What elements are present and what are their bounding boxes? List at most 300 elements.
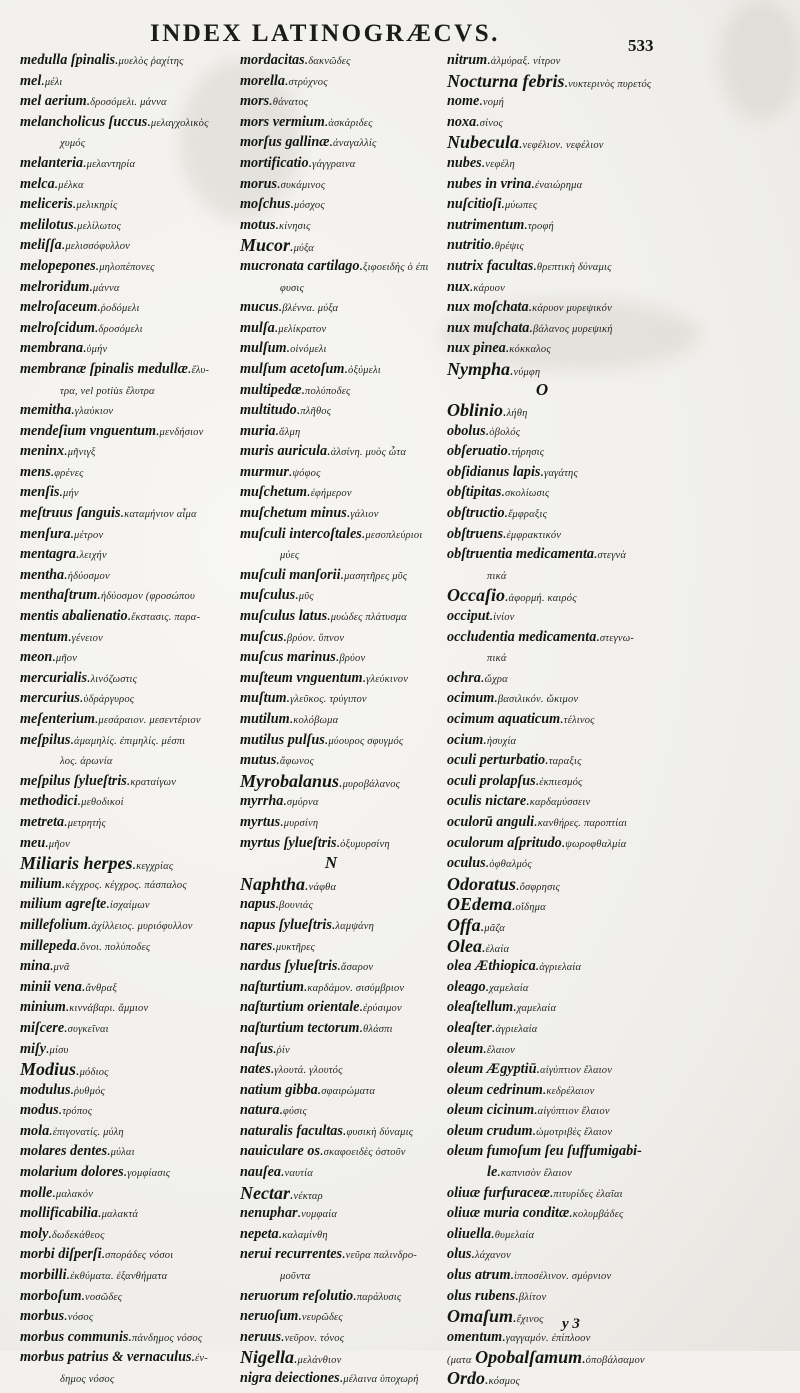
greek-term: ἀγριελαία: [495, 1023, 538, 1035]
greek-term: κίνησις: [279, 220, 311, 232]
latin-term: Naphtha: [240, 873, 306, 894]
greek-term: μελικηρίς: [76, 200, 118, 212]
index-entry: oleum cedrinum.κεδρέλαιον: [447, 1081, 595, 1098]
index-entry: melancholicus ſuccus.μελαγχολικὸς: [20, 113, 209, 130]
index-entry: oculorū anguli.κανθήρες. παροπτίαι: [447, 813, 628, 830]
greek-term: ὀξυμυρσίνη: [340, 838, 390, 850]
latin-term: metreta: [20, 813, 65, 830]
greek-term: νομή: [482, 97, 505, 109]
greek-term: λος. ἀρωνία: [60, 756, 113, 768]
greek-term: τρόπος: [62, 1106, 93, 1118]
index-entry: nux moſchata.κάρυον μυρεψικόν: [447, 299, 612, 316]
greek-term: ἀφορμή. καιρός: [508, 593, 577, 605]
greek-term: μελαγχολικὸς: [150, 117, 209, 129]
latin-term: meſenterium: [20, 711, 95, 727]
index-entry: morbus communis.πάνδημος νόσος: [20, 1328, 203, 1345]
latin-term: modus: [20, 1102, 59, 1119]
latin-term: nares: [240, 937, 273, 954]
greek-term: μόδιος: [79, 1067, 109, 1079]
greek-term: παράλυσις: [356, 1291, 402, 1303]
latin-term: obolus: [447, 422, 486, 439]
latin-term: mutus: [240, 752, 277, 769]
index-entry: methodici.μεθοδικοί: [20, 793, 124, 810]
greek-term: κανθήρες. παροπτίαι: [537, 817, 628, 829]
greek-term: τρα, vel potiùs ἔλυτρα: [60, 385, 155, 397]
latin-term: Olea: [447, 935, 482, 956]
greek-term: μόσχος: [294, 200, 325, 212]
index-entry: meſenterium.μεσάραιον. μεσεντέριον: [20, 711, 201, 727]
greek-term: γλαύκιον: [74, 406, 114, 418]
index-entry: Odoratus.ὄσφρησις: [447, 873, 561, 894]
latin-term: morbus patrius & vernaculus: [20, 1349, 192, 1366]
latin-term: muris auricula: [240, 443, 328, 460]
latin-term: melancholicus ſuccus: [20, 113, 148, 130]
index-entry: molares dentes.μύλαι: [20, 1143, 135, 1160]
greek-term: βρύον. ὕπνον: [286, 632, 345, 644]
index-entry: mutus.ἄφωνος: [240, 752, 314, 769]
index-entry: moly.δωδεκάθεος: [20, 1225, 105, 1242]
greek-term: τέλινος: [563, 715, 595, 726]
greek-term: ἀχίλλειος. μυριόφυλλον: [91, 920, 193, 932]
latin-term: multipedæ: [240, 381, 302, 398]
latin-term: Ordo: [447, 1368, 486, 1388]
greek-term: κολόβωμα: [293, 715, 339, 726]
greek-term: μίσυ: [49, 1044, 69, 1056]
latin-term: oculorū anguli: [447, 813, 535, 830]
latin-term: naſturtium: [240, 978, 304, 995]
index-entry: oleum Ægyptiū.αἰγύπτιον ἔλαιον: [447, 1061, 613, 1078]
latin-term: mors vermium: [240, 113, 325, 130]
index-entry: olea Æthiopica.ἀγριελαία: [447, 958, 582, 975]
index-entry: le.καπνισὸν ἔλαιον: [487, 1164, 572, 1181]
index-entry: myrtus ſylueſtris.ὀξυμυρσίνη: [240, 834, 390, 851]
greek-term: καταμήνιον αἷμα: [124, 509, 197, 521]
greek-term: σποράδες νόσοι: [105, 1250, 174, 1262]
greek-term: συγκεῖναι: [67, 1023, 109, 1035]
greek-term: μυελὸς ῥαχίτης: [118, 56, 184, 67]
latin-term: Nectar: [240, 1182, 290, 1203]
latin-term: Omaſum: [447, 1306, 514, 1327]
latin-term: occludentia medicamenta: [447, 628, 597, 645]
latin-term: olus atrum: [447, 1267, 511, 1284]
latin-term: nauiculare os: [240, 1143, 321, 1160]
index-entry: ocimum.βασιλικόν. ὤκιμον: [447, 690, 579, 707]
index-entry: Occaſio.ἀφορμή. καιρός: [447, 585, 577, 606]
index-entry: morboſum.νοσῶδες: [20, 1287, 123, 1304]
greek-term: ναυτία: [284, 1168, 313, 1180]
latin-term: modulus: [20, 1081, 71, 1098]
latin-term: memitha: [20, 402, 72, 419]
index-entry: mel.μέλι: [20, 72, 63, 89]
latin-term: meu: [20, 834, 46, 851]
index-entry: oleum crudum.ὠμοτριβὲς ἔλαιον: [447, 1122, 613, 1139]
section-letter: [240, 853, 452, 874]
index-entry: oliuæ furfuraceæ.πιτυρίδες ἐλαῖαι: [447, 1184, 623, 1201]
index-entry: menſis.μήν: [20, 484, 79, 501]
greek-term: ψωροφθαλμία: [565, 838, 627, 850]
latin-term: noxa: [447, 113, 477, 130]
greek-term: ἐναιώρημα: [534, 179, 583, 191]
index-entry: noxa.σίνος: [447, 113, 503, 130]
latin-term: muſculi intercoſtales: [240, 525, 362, 542]
index-entry: myrrha.σμύρνα: [240, 793, 319, 810]
latin-term: oleum cedrinum: [447, 1081, 543, 1098]
latin-term: mutilum: [240, 711, 290, 727]
latin-term: melroſaceum: [20, 299, 98, 316]
greek-term: γλουτά. γλουτός: [274, 1065, 343, 1077]
latin-term: muria: [240, 422, 276, 439]
latin-term: neruus: [240, 1328, 282, 1345]
latin-term: mordacitas: [240, 52, 305, 68]
latin-term: minii vena: [20, 978, 82, 995]
index-entry: nutrimentum.τροφή: [447, 216, 554, 233]
greek-term: μασητῆρες μῦς: [344, 570, 408, 582]
latin-term: Opobalſamum: [475, 1347, 583, 1368]
index-entry: Myrobalanus.μυροβάλανος: [240, 770, 401, 791]
latin-term: melilotus: [20, 216, 74, 233]
latin-term: nepeta: [240, 1225, 279, 1242]
index-entry: Naphtha.νάφθα: [240, 873, 337, 894]
greek-term: βλέννα. μύξα: [282, 303, 339, 315]
greek-term: πλῆθος: [300, 406, 332, 418]
greek-term: κόκκαλος: [509, 344, 551, 356]
latin-term: methodici: [20, 793, 78, 810]
index-entry: OEdema.οἴδημα: [447, 894, 546, 915]
latin-term: ocimum: [447, 690, 495, 707]
greek-term: ἐπιγονατίς. μύλη: [52, 1126, 124, 1138]
index-entry: naturalis facultas.φυσικὴ δύναμις: [240, 1122, 414, 1139]
greek-term: ἔκστασις. παρα-: [131, 612, 201, 624]
greek-term: σκαφοειδὲς ὀστοῦν: [323, 1147, 406, 1159]
greek-term: καρδαμύσσειν: [529, 797, 591, 809]
latin-term: milium: [20, 875, 62, 892]
latin-term: melroridum: [20, 278, 90, 295]
latin-term: morbus communis: [20, 1328, 129, 1345]
index-entry: neruus.νεῦρον. τόνος: [240, 1328, 345, 1345]
latin-term: oleum Ægyptiū: [447, 1061, 537, 1078]
index-entry: mortificatio.γάγγραινα: [240, 154, 356, 171]
latin-term: muſteum vnguentum: [240, 669, 363, 686]
latin-term: naſus: [240, 1040, 274, 1057]
index-entry: nauſea.ναυτία: [240, 1164, 313, 1181]
latin-term: mulſum acetoſum: [240, 360, 345, 377]
index-column-2: [240, 50, 452, 1389]
latin-term: muſtum: [240, 690, 287, 707]
index-entry: obſtruens.ἐμφρακτικόν: [447, 525, 562, 542]
water-stain: [720, 0, 800, 120]
latin-term: molarium dolores: [20, 1164, 124, 1181]
latin-term: obſidianus lapis: [447, 463, 541, 480]
index-entry: oculus.ὀφθαλμός: [447, 855, 532, 872]
greek-term: ἰνίον: [493, 612, 515, 624]
index-entry: muſculi manſorii.μασητῆρες μῦς: [240, 566, 408, 583]
index-entry: miſy.μίσυ: [20, 1040, 69, 1057]
index-entry: mollificabilia.μαλακτά: [20, 1205, 139, 1222]
greek-term: οἴδημα: [515, 902, 546, 914]
latin-term: membrana: [20, 340, 84, 357]
latin-term: mulſum: [240, 340, 287, 357]
latin-term: mortificatio: [240, 154, 309, 171]
latin-term: Oblinio: [447, 400, 504, 421]
greek-term: σκολίωσις: [504, 488, 550, 500]
latin-term: milium agreſte: [20, 896, 107, 913]
latin-term: napus ſylueſtris: [240, 916, 332, 933]
greek-term: ἱπποσέλινον. σμύρνιον: [514, 1271, 612, 1283]
greek-term: νύμφη: [513, 366, 541, 378]
latin-term: muſculus: [240, 587, 296, 604]
index-entry: obſtruentia medicamenta.στεγνὰ: [447, 546, 627, 563]
index-entry: motus.κίνησις: [240, 216, 311, 233]
latin-term: nux pinea: [447, 340, 506, 357]
index-entry: membranæ ſpinalis medullæ.ἔλυ-: [20, 360, 210, 377]
greek-term: μῆον: [48, 838, 70, 850]
latin-term: ochra: [447, 669, 481, 686]
greek-term: ἀλσίνη. μυὸς ὦτα: [330, 447, 407, 459]
greek-term: δωδεκάθεος: [51, 1229, 105, 1241]
latin-term: mollificabilia: [20, 1205, 99, 1222]
index-entry: muſculus.μῦς: [240, 587, 314, 604]
index-entry: [240, 544, 452, 565]
latin-term: ocium: [447, 731, 484, 748]
index-entry: morbus.νόσος: [20, 1308, 94, 1325]
index-entry: nauiculare os.σκαφοειδὲς ὀστοῦν: [240, 1143, 406, 1160]
index-entry: nutritio.θρέψις: [447, 237, 524, 254]
greek-term: δροσόμελι: [98, 323, 143, 335]
latin-term: myrrha: [240, 793, 284, 810]
index-entry: multipedæ.πολύποδες: [240, 381, 351, 398]
latin-term: nauſea: [240, 1164, 281, 1181]
index-entry: muſchetum.ἐφήμερον: [240, 484, 352, 501]
index-entry: Nocturna febris.νυκτερινὸς πυρετός: [447, 70, 652, 91]
index-entry: mentum.γένειον: [20, 628, 103, 645]
index-entry: millepeda.ὄνοι. πολύποδες: [20, 937, 151, 954]
latin-term: nubes in vrina: [447, 175, 532, 192]
section-letter-text: N: [324, 853, 338, 873]
index-entry: mentagra.λειχήν: [20, 546, 107, 563]
index-entry: mutilus pulſus.μύουρος σφυγμός: [240, 731, 404, 748]
index-entry: mentis abalienatio.ἔκστασις. παρα-: [20, 608, 201, 625]
latin-term: menſis: [20, 484, 60, 501]
greek-term: μελάνθιον: [297, 1355, 342, 1367]
index-entry: nutrix facultas.θρεπτικὴ δύναμις: [447, 257, 612, 274]
section-letter-text: O: [535, 379, 549, 399]
latin-term: obſtruens: [447, 525, 503, 542]
index-entry: nux.κάρυον: [447, 278, 505, 295]
index-entry: omentum.γαγγαμόν. ἐπίπλοον: [447, 1328, 591, 1345]
greek-term: λήθη: [506, 408, 528, 420]
index-entry: meu.μῆον: [20, 834, 70, 851]
index-entry: obſeruatio.τήρησις: [447, 443, 545, 460]
index-entry: morſus gallinæ.ἀναγαλλίς: [240, 134, 377, 151]
greek-term: κάρυον: [473, 282, 505, 294]
index-entry: nepeta.καλαμίνθη: [240, 1225, 328, 1242]
greek-term: θρεπτικὴ δύναμις: [536, 261, 612, 273]
latin-term: olus: [447, 1246, 472, 1263]
greek-term: ῥίν: [276, 1044, 290, 1056]
index-entry: Ordo.κόσμος: [447, 1368, 521, 1388]
index-entry: melanteria.μελαντηρία: [20, 154, 136, 171]
latin-term: oculorum aſpritudo: [447, 834, 562, 851]
greek-term: μεσάραιον. μεσεντέριον: [98, 715, 201, 726]
index-entry: natura.φύσις: [240, 1102, 307, 1119]
latin-term: nenuphar: [240, 1205, 298, 1222]
latin-term: Nigella: [240, 1347, 294, 1368]
index-entry: meſpilus.ἀμαμηλίς. ἐπιμηλίς. μέσπι: [20, 731, 186, 748]
greek-term: πιτυρίδες ἐλαῖαι: [553, 1188, 623, 1200]
greek-term: ῥοδόμελι: [100, 303, 140, 315]
latin-term: moſchus: [240, 196, 291, 213]
greek-term: ὀβολός: [489, 426, 521, 438]
greek-term: γάλιον: [350, 509, 379, 521]
greek-term: ἔλαιον: [486, 1044, 516, 1056]
latin-term: occiput: [447, 608, 490, 625]
latin-term: myrtus: [240, 813, 281, 830]
latin-term: morbi diſperſi: [20, 1246, 102, 1263]
latin-term: oliuella: [447, 1225, 492, 1242]
index-entry: mercurialis.λινόζωστις: [20, 669, 138, 686]
latin-term: oleum: [447, 1040, 484, 1057]
latin-term: nutrimentum: [447, 216, 525, 233]
greek-term: καλαμίνθη: [282, 1229, 328, 1241]
greek-term: φυσις: [280, 282, 304, 294]
greek-term: νυμφαία: [301, 1209, 338, 1221]
latin-term: naturalis facultas: [240, 1122, 343, 1139]
latin-term: membranæ ſpinalis medullæ: [20, 360, 188, 377]
latin-term: nux muſchata: [447, 319, 530, 336]
index-entry: morbi diſperſi.σποράδες νόσοι: [20, 1246, 174, 1263]
latin-term: oleaſtellum: [447, 999, 514, 1016]
index-entry: naſturtium orientale.ἐρύσιμον: [240, 999, 402, 1016]
latin-term: muſchetum: [240, 484, 308, 501]
index-entry: Miliaris herpes.κεγχρίας: [20, 853, 174, 874]
index-entry: muſcus marinus.βρύον: [240, 649, 366, 666]
latin-term: naſturtium orientale: [240, 999, 360, 1016]
greek-term: ἐκπιεσμός: [539, 776, 583, 788]
greek-term: μαλακόν: [55, 1188, 94, 1200]
greek-term: ἰσχαίμων: [109, 900, 150, 912]
greek-term: μενδήσιον: [159, 426, 204, 438]
greek-term: ἅλμη: [279, 426, 301, 438]
latin-term: ocimum aquaticum: [447, 711, 561, 727]
greek-term: ξιφοειδὴς ὁ ἐπι: [362, 261, 429, 273]
index-entry: mutilum.κολόβωμα: [240, 711, 339, 727]
greek-term: κραταίγων: [130, 776, 177, 788]
latin-term: oleum fumoſum ſeu ſuffumigabi-: [447, 1143, 642, 1160]
greek-term: χαμελαία: [489, 982, 529, 994]
index-entry: oleaſtellum.χαμελαία: [447, 999, 557, 1016]
greek-term: μνᾶ: [53, 962, 70, 974]
index-entry: naſturtium tectorum.θλάσπι: [240, 1019, 393, 1036]
index-entry: oleago.χαμελαία: [447, 978, 529, 995]
index-entry: myrtus.μυρσίνη: [240, 813, 319, 830]
latin-term: obſtruentia medicamenta: [447, 546, 594, 563]
greek-term: μελαντηρία: [86, 158, 136, 170]
greek-term: ἐκθύματα. ἐξανθήματα: [70, 1271, 168, 1283]
latin-term: mercurialis: [20, 669, 88, 686]
latin-term: molle: [20, 1184, 53, 1201]
latin-term: Nocturna febris: [447, 70, 565, 91]
latin-term: Miliaris herpes: [20, 853, 133, 874]
greek-term: νοσῶδες: [85, 1291, 123, 1303]
greek-term: μύλαι: [110, 1147, 135, 1159]
greek-term: μηλοπέπονες: [99, 261, 155, 273]
latin-term: mentum: [20, 628, 69, 645]
index-entry: milium.κέγχρος. κέγχρος. πάσπαλος: [20, 875, 187, 892]
latin-term: nome: [447, 93, 480, 110]
greek-term: ὑδράργυρος: [83, 694, 135, 706]
index-entry: muſteum vnguentum.γλεύκινον: [240, 669, 409, 686]
index-entry: neruorum reſolutio.παράλυσις: [240, 1287, 402, 1304]
index-entry: napus ſylueſtris.λαμψάνη: [240, 916, 375, 933]
index-entry: obſtipitas.σκολίωσις: [447, 484, 550, 501]
greek-term: μελίκρατον: [278, 323, 327, 335]
greek-term: μέλι: [44, 76, 63, 88]
greek-term: σμύρνα: [286, 797, 319, 809]
latin-term: oleum crudum: [447, 1122, 533, 1139]
index-entry: minium.κιννάβαρι. ἄμμιον: [20, 999, 149, 1016]
greek-term: φυσικὴ δύναμις: [346, 1126, 414, 1138]
index-entry: multitudo.πλῆθος: [240, 402, 332, 419]
greek-term: μεσοπλεύριοι: [365, 529, 423, 541]
greek-term: ἀμαμηλίς. ἐπιμηλίς. μέσπι: [74, 735, 186, 747]
greek-term: μῆνιγξ: [67, 447, 96, 459]
index-entry: melca.μέλκα: [20, 175, 84, 192]
latin-term: omentum: [447, 1328, 503, 1345]
greek-term: μύες: [280, 550, 300, 562]
latin-term: mola: [20, 1122, 50, 1139]
index-entry: olus.λάχανον: [447, 1246, 511, 1263]
index-entry: nardus ſylueſtris.ἄσαρον: [240, 958, 374, 975]
latin-term: menthaſtrum: [20, 587, 98, 604]
index-entry: olus atrum.ἱπποσέλινον. σμύρνιον: [447, 1267, 612, 1284]
greek-term: ὤχρα: [484, 673, 508, 685]
greek-term: γαγγαμόν. ἐπίπλοον: [505, 1332, 591, 1344]
latin-term: mel aerium: [20, 93, 87, 110]
index-entry: mors.θάνατος: [240, 93, 309, 110]
latin-term: myrtus ſylueſtris: [240, 834, 337, 851]
latin-term: obſeruatio: [447, 443, 508, 460]
index-entry: oleum cicinum.αἰγύπτιον ἔλαιον: [447, 1102, 610, 1119]
index-entry: nubes in vrina.ἐναιώρημα: [447, 175, 583, 192]
latin-term: mucus: [240, 299, 279, 316]
latin-term: mentha: [20, 566, 65, 583]
index-entry: Olea.ἐλαία: [447, 935, 510, 956]
latin-term: oleago: [447, 978, 486, 995]
greek-term: μήν: [62, 488, 79, 500]
greek-term: ἀσκάριδες: [328, 117, 373, 129]
index-entry: modulus.ῥυθμός: [20, 1081, 106, 1098]
greek-term: αἰγύπτιον ἔλαιον: [537, 1106, 610, 1118]
greek-term: γλεύκινον: [366, 673, 409, 685]
latin-term: muſcus marinus: [240, 649, 336, 666]
latin-term: OEdema: [447, 894, 512, 915]
greek-term: μετρητής: [67, 817, 106, 829]
index-entry: [240, 277, 452, 298]
greek-term: δημος νόσος: [60, 1374, 115, 1385]
greek-term: μυώδες πλάτυσμα: [330, 612, 407, 624]
greek-term: νέκταρ: [293, 1190, 323, 1202]
index-entry: (ματα Opobalſamum.ὀποβάλσαμον: [447, 1347, 645, 1368]
latin-term: meſpilus: [20, 731, 71, 748]
latin-term: meſpilus ſylueſtris: [20, 772, 127, 789]
latin-term: miſy: [20, 1040, 46, 1057]
index-entry: morbus patrius & vernaculus.ἐν-: [20, 1349, 208, 1366]
latin-term: obſtructio: [447, 505, 505, 522]
latin-term: nux moſchata: [447, 299, 529, 316]
greek-term: γάγγραινα: [312, 158, 356, 170]
greek-term: οἰνόμελι: [290, 344, 327, 356]
index-entry: nates.γλουτά. γλουτός: [240, 1061, 343, 1078]
